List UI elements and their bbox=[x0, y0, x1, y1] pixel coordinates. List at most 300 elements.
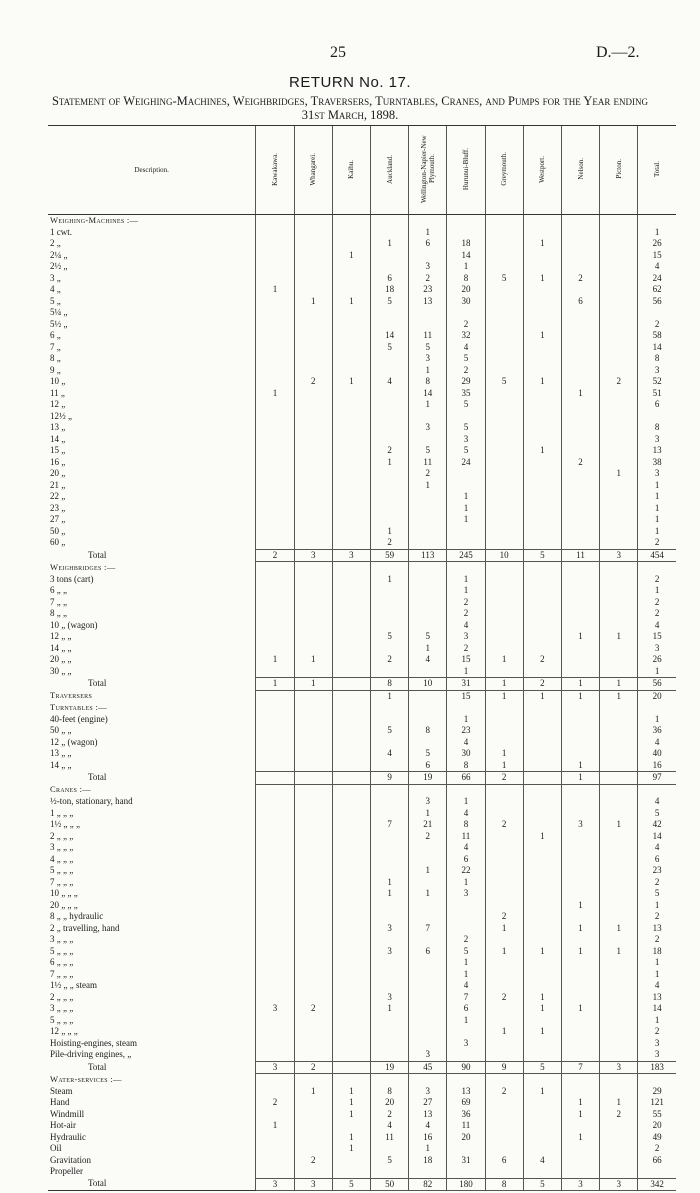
cell-value bbox=[523, 608, 561, 620]
cell-value bbox=[256, 526, 294, 538]
cell-value: 4 bbox=[409, 654, 447, 666]
cell-value bbox=[256, 702, 294, 714]
cell-value bbox=[485, 725, 523, 737]
cell-value: 7 bbox=[561, 1061, 599, 1074]
column-header-label: Kaihu. bbox=[347, 159, 356, 179]
table-row bbox=[48, 574, 676, 586]
cell-value bbox=[409, 842, 447, 854]
cell-value bbox=[256, 491, 294, 503]
column-header bbox=[256, 126, 294, 215]
row-label: 12½ „ bbox=[50, 410, 72, 421]
cell-value bbox=[600, 514, 638, 526]
table-row bbox=[48, 1120, 676, 1132]
cell-value bbox=[294, 307, 332, 319]
cell-value bbox=[332, 537, 370, 549]
cell-value bbox=[256, 562, 294, 574]
cell-value: 2 bbox=[370, 445, 408, 457]
cell-value bbox=[294, 537, 332, 549]
cell-value: 1 bbox=[447, 1015, 485, 1027]
cell-value bbox=[638, 215, 676, 227]
cell-value bbox=[294, 784, 332, 796]
cell-value bbox=[485, 434, 523, 446]
cell-value: 1 bbox=[638, 526, 676, 538]
cell-value bbox=[256, 1074, 294, 1086]
cell-value bbox=[332, 330, 370, 342]
table-row bbox=[48, 434, 676, 446]
cell-value bbox=[256, 923, 294, 935]
row-label: 14 „ „ bbox=[50, 642, 72, 653]
row-label: 1½ „ „ steam bbox=[50, 980, 97, 990]
table-row bbox=[48, 819, 676, 831]
cell-value: 2 bbox=[294, 1061, 332, 1074]
cell-value bbox=[600, 399, 638, 411]
cell-value: 1 bbox=[332, 1132, 370, 1144]
cell-value bbox=[485, 503, 523, 515]
cell-value: 5 bbox=[447, 399, 485, 411]
cell-value bbox=[638, 784, 676, 796]
cell-value bbox=[294, 227, 332, 239]
row-label: 3 tons (cart) bbox=[50, 573, 94, 584]
cell-value bbox=[523, 748, 561, 760]
cell-value: 1 bbox=[561, 1132, 599, 1144]
cell-value bbox=[409, 319, 447, 331]
cell-value bbox=[523, 1109, 561, 1121]
cell-value: 5 bbox=[485, 273, 523, 285]
cell-value bbox=[523, 900, 561, 912]
cell-value: 5 bbox=[409, 748, 447, 760]
row-label: 5½ „ bbox=[50, 318, 68, 329]
cell-value bbox=[294, 480, 332, 492]
cell-value bbox=[600, 480, 638, 492]
cell-value bbox=[485, 537, 523, 549]
cell-value: 1 bbox=[409, 399, 447, 411]
cell-value bbox=[600, 307, 638, 319]
return-title: RETURN No. 17. bbox=[288, 74, 412, 91]
cell-value bbox=[600, 434, 638, 446]
cell-value: 1 bbox=[447, 574, 485, 586]
cell-value bbox=[256, 900, 294, 912]
cell-value: 27 bbox=[409, 1097, 447, 1109]
cell-value bbox=[600, 1155, 638, 1167]
cell-value bbox=[561, 1155, 599, 1167]
cell-value bbox=[256, 480, 294, 492]
cell-value bbox=[447, 526, 485, 538]
cell-value bbox=[600, 1049, 638, 1061]
cell-value bbox=[523, 503, 561, 515]
table-row bbox=[48, 284, 676, 296]
cell-value bbox=[523, 307, 561, 319]
row-label: Hand bbox=[50, 1097, 70, 1107]
column-header-label: Whangarei. bbox=[309, 152, 318, 186]
cell-value: 36 bbox=[638, 725, 676, 737]
row-label: 10 „ bbox=[50, 376, 66, 386]
cell-value: 32 bbox=[447, 330, 485, 342]
cell-value bbox=[447, 784, 485, 796]
table-body bbox=[48, 215, 676, 1191]
cell-value: 1 bbox=[485, 946, 523, 958]
table-row bbox=[48, 307, 676, 319]
table-row bbox=[48, 273, 676, 285]
cell-value bbox=[294, 992, 332, 1004]
cell-value bbox=[294, 342, 332, 354]
cell-value bbox=[256, 934, 294, 946]
cell-value bbox=[256, 969, 294, 981]
cell-value bbox=[370, 643, 408, 655]
cell-value: 5 bbox=[523, 549, 561, 562]
cell-value: 1 bbox=[561, 1109, 599, 1121]
cell-value bbox=[370, 957, 408, 969]
cell-value bbox=[561, 307, 599, 319]
cell-value bbox=[294, 250, 332, 262]
cell-value bbox=[294, 842, 332, 854]
cell-value: 1 bbox=[409, 1143, 447, 1155]
cell-value: 1 bbox=[638, 1015, 676, 1027]
cell-value bbox=[294, 597, 332, 609]
cell-value: 8 bbox=[447, 760, 485, 772]
cell-value: 454 bbox=[638, 549, 676, 562]
row-label: 5 „ „ „ bbox=[50, 865, 74, 875]
table-row bbox=[48, 491, 676, 503]
cell-value bbox=[561, 980, 599, 992]
row-label: 10 „ (wagon) bbox=[50, 619, 98, 630]
cell-value bbox=[561, 468, 599, 480]
cell-value bbox=[294, 819, 332, 831]
cell-value bbox=[485, 562, 523, 574]
cell-value: 2 bbox=[447, 643, 485, 655]
cell-value bbox=[332, 842, 370, 854]
cell-value: 1 bbox=[523, 992, 561, 1004]
cell-value bbox=[561, 353, 599, 365]
cell-value bbox=[294, 946, 332, 958]
cell-value: 24 bbox=[447, 457, 485, 469]
cell-value bbox=[485, 342, 523, 354]
cell-value: 2 bbox=[294, 376, 332, 388]
cell-value: 1 bbox=[638, 969, 676, 981]
cell-value: 42 bbox=[638, 819, 676, 831]
cell-value bbox=[256, 831, 294, 843]
cell-value bbox=[370, 261, 408, 273]
cell-value: 1 bbox=[523, 1003, 561, 1015]
cell-value: 18 bbox=[638, 946, 676, 958]
cell-value: 18 bbox=[409, 1155, 447, 1167]
cell-value: 1 bbox=[638, 503, 676, 515]
cell-value: 1 bbox=[332, 296, 370, 308]
cell-value bbox=[256, 737, 294, 749]
cell-value bbox=[409, 514, 447, 526]
cell-value bbox=[294, 877, 332, 889]
cell-value bbox=[561, 666, 599, 678]
section-label: Cranes :— bbox=[50, 784, 92, 795]
row-label: 12 „ „ „ bbox=[50, 1026, 78, 1036]
cell-value bbox=[523, 934, 561, 946]
section-label: Turntables :— bbox=[50, 702, 107, 712]
cell-value: 2 bbox=[485, 911, 523, 923]
cell-value: 1 bbox=[370, 690, 408, 702]
cell-value: 4 bbox=[638, 620, 676, 632]
column-header-label: Total. bbox=[653, 160, 662, 178]
cell-value bbox=[523, 468, 561, 480]
cell-value bbox=[561, 620, 599, 632]
cell-value bbox=[485, 491, 523, 503]
cell-value: 26 bbox=[638, 654, 676, 666]
table-row bbox=[48, 1049, 676, 1061]
cell-value: 1 bbox=[523, 690, 561, 702]
cell-value bbox=[485, 934, 523, 946]
cell-value: 1 bbox=[370, 1003, 408, 1015]
column-header-label: Greymouth. bbox=[500, 152, 509, 186]
cell-value: 6 bbox=[485, 1155, 523, 1167]
cell-value: 29 bbox=[638, 1086, 676, 1098]
cell-value bbox=[294, 631, 332, 643]
cell-value bbox=[561, 526, 599, 538]
cell-value bbox=[485, 1038, 523, 1050]
cell-value: 1 bbox=[256, 1120, 294, 1132]
table-row bbox=[48, 748, 676, 760]
cell-value bbox=[256, 760, 294, 772]
cell-value bbox=[600, 702, 638, 714]
cell-value: 82 bbox=[409, 1178, 447, 1191]
table-row bbox=[48, 725, 676, 737]
cell-value bbox=[332, 654, 370, 666]
cell-value bbox=[561, 992, 599, 1004]
cell-value bbox=[256, 865, 294, 877]
cell-value bbox=[256, 980, 294, 992]
row-label: Oil bbox=[50, 1143, 62, 1153]
cell-value bbox=[600, 250, 638, 262]
cell-value: 5 bbox=[370, 1155, 408, 1167]
cell-value: 1 bbox=[485, 760, 523, 772]
cell-value bbox=[332, 1155, 370, 1167]
cell-value: 2 bbox=[638, 911, 676, 923]
cell-value: 1 bbox=[447, 585, 485, 597]
row-label: 9 „ bbox=[50, 364, 61, 375]
cell-value: 2 bbox=[638, 877, 676, 889]
cell-value: 1 bbox=[332, 1097, 370, 1109]
cell-value bbox=[294, 760, 332, 772]
cell-value bbox=[485, 526, 523, 538]
cell-value bbox=[332, 468, 370, 480]
cell-value bbox=[447, 1026, 485, 1038]
cell-value bbox=[561, 585, 599, 597]
cell-value bbox=[370, 480, 408, 492]
cell-value bbox=[600, 865, 638, 877]
cell-value bbox=[294, 330, 332, 342]
cell-value bbox=[561, 808, 599, 820]
cell-value bbox=[332, 353, 370, 365]
cell-value: 1 bbox=[256, 678, 294, 691]
cell-value bbox=[294, 969, 332, 981]
cell-value bbox=[523, 666, 561, 678]
cell-value bbox=[447, 468, 485, 480]
cell-value bbox=[256, 957, 294, 969]
cell-value: 3 bbox=[447, 888, 485, 900]
cell-value bbox=[294, 1120, 332, 1132]
cell-value: 3 bbox=[256, 1178, 294, 1191]
cell-value bbox=[409, 690, 447, 702]
cell-value bbox=[485, 319, 523, 331]
cell-value bbox=[600, 503, 638, 515]
table-header-row bbox=[48, 126, 676, 215]
cell-value bbox=[332, 261, 370, 273]
cell-value bbox=[409, 737, 447, 749]
cell-value bbox=[485, 1120, 523, 1132]
cell-value: 5 bbox=[447, 946, 485, 958]
table-row bbox=[48, 877, 676, 889]
cell-value bbox=[485, 888, 523, 900]
cell-value bbox=[370, 514, 408, 526]
cell-value bbox=[332, 1003, 370, 1015]
cell-value bbox=[256, 911, 294, 923]
row-label: 7 „ „ „ bbox=[50, 968, 74, 979]
cell-value: 1 bbox=[409, 865, 447, 877]
cell-value bbox=[561, 537, 599, 549]
cell-value bbox=[294, 1038, 332, 1050]
cell-value: 90 bbox=[447, 1061, 485, 1074]
cell-value bbox=[561, 608, 599, 620]
cell-value bbox=[294, 608, 332, 620]
cell-value bbox=[523, 819, 561, 831]
cell-value: 4 bbox=[370, 1120, 408, 1132]
cell-value: 2 bbox=[370, 654, 408, 666]
cell-value bbox=[485, 227, 523, 239]
cell-value: 4 bbox=[447, 980, 485, 992]
cell-value: 14 bbox=[370, 330, 408, 342]
cell-value bbox=[370, 434, 408, 446]
cell-value bbox=[294, 1166, 332, 1178]
cell-value: 1 bbox=[447, 877, 485, 889]
cell-value: 7 bbox=[409, 923, 447, 935]
cell-value: 2 bbox=[485, 992, 523, 1004]
cell-value: 1 bbox=[332, 1143, 370, 1155]
cell-value bbox=[485, 284, 523, 296]
cell-value: 2 bbox=[523, 654, 561, 666]
table-row bbox=[48, 608, 676, 620]
table-row bbox=[48, 376, 676, 388]
cell-value bbox=[600, 620, 638, 632]
cell-value: 1 bbox=[447, 796, 485, 808]
cell-value bbox=[600, 737, 638, 749]
cell-value: 2 bbox=[638, 574, 676, 586]
cell-value bbox=[256, 330, 294, 342]
cell-value bbox=[561, 342, 599, 354]
cell-value: 1 bbox=[294, 1086, 332, 1098]
cell-value: 1 bbox=[332, 250, 370, 262]
cell-value: 14 bbox=[638, 342, 676, 354]
cell-value bbox=[561, 365, 599, 377]
cell-value bbox=[523, 888, 561, 900]
cell-value bbox=[523, 923, 561, 935]
cell-value: 11 bbox=[409, 330, 447, 342]
cell-value bbox=[332, 491, 370, 503]
cell-value bbox=[256, 796, 294, 808]
cell-value bbox=[332, 1120, 370, 1132]
cell-value: 3 bbox=[638, 468, 676, 480]
cell-value bbox=[485, 831, 523, 843]
section-row bbox=[48, 690, 676, 702]
cell-value bbox=[561, 261, 599, 273]
cell-value bbox=[256, 376, 294, 388]
table-row bbox=[48, 457, 676, 469]
cell-value bbox=[600, 957, 638, 969]
cell-value: 1 bbox=[638, 666, 676, 678]
cell-value: 1 bbox=[561, 946, 599, 958]
cell-value bbox=[409, 934, 447, 946]
cell-value bbox=[409, 411, 447, 423]
table-row bbox=[48, 537, 676, 549]
cell-value bbox=[294, 585, 332, 597]
cell-value bbox=[332, 574, 370, 586]
cell-value bbox=[600, 666, 638, 678]
total-row bbox=[48, 772, 676, 785]
cell-value bbox=[370, 620, 408, 632]
cell-value bbox=[447, 227, 485, 239]
cell-value: 56 bbox=[638, 678, 676, 691]
cell-value bbox=[600, 888, 638, 900]
row-label: 7 „ „ bbox=[50, 596, 67, 607]
table-row bbox=[48, 1086, 676, 1098]
table-row bbox=[48, 388, 676, 400]
cell-value bbox=[294, 491, 332, 503]
cell-value bbox=[332, 526, 370, 538]
cell-value bbox=[409, 784, 447, 796]
cell-value bbox=[485, 422, 523, 434]
table-row bbox=[48, 1097, 676, 1109]
cell-value bbox=[332, 1049, 370, 1061]
column-header bbox=[523, 126, 561, 215]
cell-value bbox=[561, 562, 599, 574]
cell-value: 6 bbox=[561, 296, 599, 308]
cell-value: 1 bbox=[294, 678, 332, 691]
cell-value bbox=[294, 854, 332, 866]
cell-value bbox=[332, 737, 370, 749]
cell-value bbox=[561, 654, 599, 666]
cell-value bbox=[370, 608, 408, 620]
cell-value: 15 bbox=[638, 250, 676, 262]
row-label: 20 „ „ „ bbox=[50, 899, 78, 910]
cell-value: 2 bbox=[638, 537, 676, 549]
cell-value: 4 bbox=[370, 376, 408, 388]
cell-value bbox=[523, 957, 561, 969]
cell-value bbox=[600, 969, 638, 981]
cell-value bbox=[370, 1143, 408, 1155]
column-header bbox=[294, 126, 332, 215]
cell-value: 3 bbox=[256, 1061, 294, 1074]
cell-value bbox=[370, 980, 408, 992]
cell-value bbox=[332, 819, 370, 831]
cell-value: 16 bbox=[638, 760, 676, 772]
cell-value bbox=[561, 888, 599, 900]
cell-value bbox=[332, 422, 370, 434]
cell-value bbox=[561, 796, 599, 808]
cell-value bbox=[332, 923, 370, 935]
cell-value bbox=[370, 468, 408, 480]
cell-value bbox=[523, 1143, 561, 1155]
section-label: Traversers bbox=[50, 690, 93, 701]
table-row bbox=[48, 643, 676, 655]
cell-value: 2 bbox=[256, 1097, 294, 1109]
cell-value: 18 bbox=[370, 284, 408, 296]
cell-value bbox=[447, 562, 485, 574]
cell-value: 5 bbox=[638, 888, 676, 900]
cell-value bbox=[561, 480, 599, 492]
cell-value bbox=[332, 854, 370, 866]
cell-value: 3 bbox=[638, 365, 676, 377]
cell-value bbox=[485, 388, 523, 400]
cell-value: 5 bbox=[409, 445, 447, 457]
cell-value bbox=[294, 888, 332, 900]
cell-value: 1 bbox=[523, 1026, 561, 1038]
cell-value bbox=[523, 319, 561, 331]
